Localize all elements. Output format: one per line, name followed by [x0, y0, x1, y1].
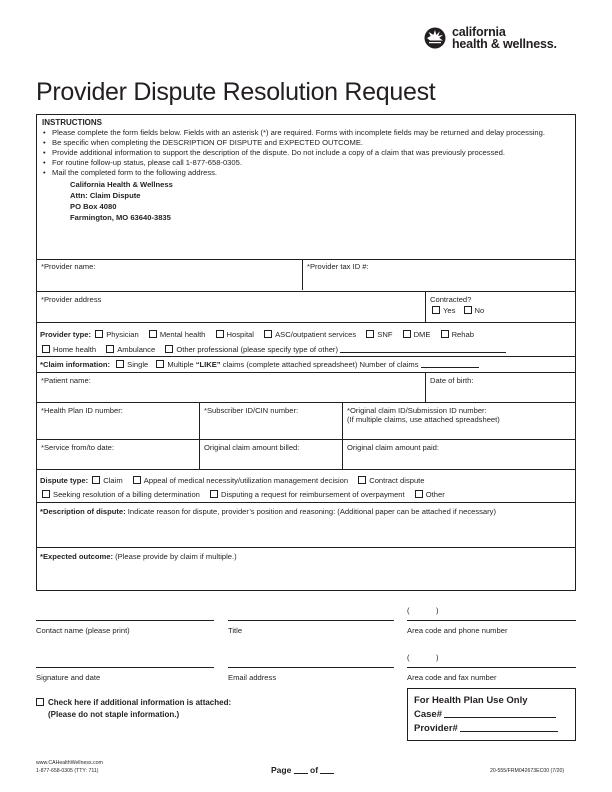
provider-type-label: Provider type: — [40, 330, 92, 339]
claim-label: Claim — [103, 476, 123, 485]
address-row — [37, 291, 575, 323]
plan-id-field[interactable] — [37, 403, 199, 440]
phone-label: Area code and phone number — [407, 626, 508, 635]
billing-determination-checkbox[interactable] — [42, 490, 50, 498]
case-label: Case# — [414, 709, 442, 720]
patient-name-field[interactable] — [37, 373, 425, 403]
description-field[interactable] — [37, 502, 575, 548]
overpayment-checkbox[interactable] — [210, 490, 218, 498]
patient-name-label: *Patient name: — [41, 376, 91, 385]
health-plan-use-box — [407, 688, 576, 741]
dispute-type-row — [37, 469, 575, 503]
multiple-checkbox[interactable] — [156, 360, 164, 368]
provider-row — [37, 259, 575, 290]
address-line: California Health & Wellness — [70, 180, 173, 189]
logo-line1: california — [452, 25, 506, 39]
service-row — [37, 439, 575, 470]
other-professional-input[interactable] — [340, 352, 506, 353]
contracted-no-checkbox[interactable] — [464, 306, 472, 314]
hospital-checkbox[interactable] — [216, 330, 224, 338]
attached-info — [36, 697, 231, 721]
mental-health-checkbox[interactable] — [149, 330, 157, 338]
signature-input[interactable] — [36, 667, 214, 668]
title-label: Title — [228, 626, 243, 635]
snf-label: SNF — [377, 330, 393, 339]
overpayment-label: Disputing a request for reimbursement of overpayment — [221, 490, 405, 499]
attached-label: Check here if additional information is attached: — [48, 698, 232, 707]
instructions-box — [36, 114, 576, 260]
outcome-hint: (Please provide by claim if multiple.) — [113, 552, 237, 561]
service-dates-label: *Service from/to date: — [41, 443, 115, 452]
signature-label: Signature and date — [36, 673, 101, 682]
dispute-form — [36, 259, 576, 591]
provider-address-label: *Provider address — [41, 295, 102, 304]
instructions-heading: INSTRUCTIONS — [42, 118, 102, 127]
like-label: “LIKE” — [195, 360, 221, 369]
contract-dispute-checkbox[interactable] — [358, 476, 366, 484]
attached-note: (Please do not staple information.) — [48, 710, 180, 719]
mailing-address — [70, 179, 570, 223]
address-line: Attn: Claim Dispute — [70, 191, 141, 200]
dob-field[interactable] — [425, 373, 575, 403]
fax-paren-open: ( — [407, 653, 410, 662]
contracted-label: Contracted? — [430, 295, 472, 304]
provider-address-field[interactable] — [37, 292, 425, 323]
dme-checkbox[interactable] — [403, 330, 411, 338]
instruction-item: • Be specific when completing the DESCRIPTION OF DISPUTE and EXPECTED OUTCOME. — [50, 138, 570, 148]
page-number — [271, 765, 334, 775]
page-title: Provider Dispute Resolution Request — [36, 78, 436, 106]
footer-website: www.CAHealthWellness.com — [36, 760, 103, 766]
multiple-desc-label: claims (complete attached spreadsheet) Number of claims — [220, 360, 419, 369]
provider-name-label: *Provider name: — [41, 262, 96, 271]
description-hint: Indicate reason for dispute, provider’s position and reasoning: (Additional paper can be attached if necessary) — [125, 507, 497, 516]
fax-label: Area code and fax number — [407, 673, 497, 682]
contact-name-input[interactable] — [36, 620, 214, 621]
single-checkbox[interactable] — [116, 360, 124, 368]
phone-paren-close: ) — [436, 606, 439, 615]
mental-health-label: Mental health — [159, 330, 206, 339]
no-label: No — [474, 306, 485, 315]
attached-checkbox[interactable] — [36, 698, 44, 706]
orig-paid-field[interactable] — [342, 440, 575, 470]
instruction-item: • Please complete the form fields below. Fields with an asterisk (*) are required. Forms with incomplete fields may be returned and delay processing. — [50, 128, 570, 138]
other-dispute-label: Other — [425, 490, 445, 499]
contracted-yes-checkbox[interactable] — [432, 306, 440, 314]
page-of-label: of — [307, 765, 321, 775]
appeal-checkbox[interactable] — [133, 476, 141, 484]
description-label: *Description of dispute: — [40, 507, 126, 516]
billing-determination-label: Seeking resolution of a billing determination — [53, 490, 200, 499]
appeal-label: Appeal of medical necessity/utilization management decision — [143, 476, 349, 485]
provider-tax-id-label: *Provider tax ID #: — [307, 262, 369, 271]
page-label: Page — [271, 765, 294, 775]
orig-billed-label: Original claim amount billed: — [204, 443, 300, 452]
orig-billed-field[interactable] — [199, 440, 342, 470]
single-label: Single — [127, 360, 149, 369]
physician-label: Physician — [106, 330, 139, 339]
snf-checkbox[interactable] — [366, 330, 374, 338]
dispute-type-label: Dispute type: — [40, 476, 89, 485]
logo — [424, 26, 557, 50]
address-line: PO Box 4080 — [70, 202, 117, 211]
contract-dispute-label: Contract dispute — [369, 476, 425, 485]
fax-paren-close: ) — [436, 653, 439, 662]
other-dispute-checkbox[interactable] — [415, 490, 423, 498]
claim-info-row — [37, 356, 575, 373]
dob-label: Date of birth: — [430, 376, 474, 385]
physician-checkbox[interactable] — [95, 330, 103, 338]
service-dates-field[interactable] — [37, 440, 199, 470]
outcome-label: *Expected outcome: — [40, 552, 114, 561]
other-professional-checkbox[interactable] — [165, 345, 173, 353]
contact-name-label: Contact name (please print) — [36, 626, 130, 635]
instruction-item: • Mail the completed form to the following address. — [50, 168, 570, 178]
instruction-item: • Provide additional information to support the description of the dispute. Do not include a copy of a claim that was previously processed. — [50, 148, 570, 158]
dme-label: DME — [413, 330, 431, 339]
footer-contact — [36, 759, 103, 775]
provider-type-row — [37, 322, 575, 357]
logo-line2: health & wellness — [452, 37, 554, 51]
ambulance-checkbox[interactable] — [106, 345, 114, 353]
asc-checkbox[interactable] — [264, 330, 272, 338]
orig-claim-id-field[interactable] — [342, 403, 575, 440]
footer-phone: 1-877-658-0305 (TTY: 711) — [36, 768, 99, 774]
subscriber-id-field[interactable] — [199, 403, 342, 440]
phone-input[interactable] — [407, 620, 576, 621]
outcome-field[interactable] — [37, 547, 575, 592]
patient-row — [37, 372, 575, 403]
orig-claim-note: (If multiple claims, use attached spreadsheet) — [347, 415, 500, 424]
subscriber-id-label: *Subscriber ID/CIN number: — [204, 406, 299, 415]
rehab-checkbox[interactable] — [441, 330, 449, 338]
address-line: Farmington, MO 63640-3835 — [70, 213, 171, 222]
provider-number-label: Provider# — [414, 723, 458, 734]
other-professional-label: Other professional (please specify type of other) — [176, 345, 338, 354]
fax-input[interactable] — [407, 667, 576, 668]
claim-checkbox[interactable] — [92, 476, 100, 484]
page-input[interactable] — [294, 773, 308, 774]
orig-claim-id-label: *Original claim ID/Submission ID number: — [347, 406, 487, 415]
case-input[interactable] — [444, 717, 556, 718]
sun-logo-icon — [424, 27, 446, 49]
phone-paren-open: ( — [407, 606, 410, 615]
logo-trademark: . — [553, 37, 557, 51]
plan-use-heading: For Health Plan Use Only — [414, 695, 528, 706]
provider-tax-id-field[interactable] — [302, 259, 575, 290]
claim-info-label: *Claim information: — [40, 360, 111, 369]
contracted-field — [425, 292, 575, 323]
id-row — [37, 402, 575, 440]
orig-paid-label: Original claim amount paid: — [347, 443, 440, 452]
home-health-label: Home health — [53, 345, 97, 354]
page-total-input[interactable] — [320, 773, 334, 774]
email-label: Email address — [228, 673, 277, 682]
home-health-checkbox[interactable] — [42, 345, 50, 353]
rehab-label: Rehab — [451, 330, 474, 339]
title-input[interactable] — [228, 620, 394, 621]
number-of-claims-input[interactable] — [421, 367, 479, 368]
asc-label: ASC/outpatient services — [275, 330, 357, 339]
plan-id-label: *Health Plan ID number: — [41, 406, 123, 415]
hospital-label: Hospital — [226, 330, 254, 339]
ambulance-label: Ambulance — [117, 345, 156, 354]
provider-name-field[interactable] — [37, 259, 302, 290]
email-input[interactable] — [228, 667, 394, 668]
provider-number-input[interactable] — [460, 731, 558, 732]
form-code: 20-555/FRM042673EC00 (7/20) — [490, 768, 565, 774]
instruction-item: • For routine follow-up status, please call 1-877-658-0305. — [50, 158, 570, 168]
yes-label: Yes — [443, 306, 456, 315]
multiple-label: Multiple — [167, 360, 196, 369]
